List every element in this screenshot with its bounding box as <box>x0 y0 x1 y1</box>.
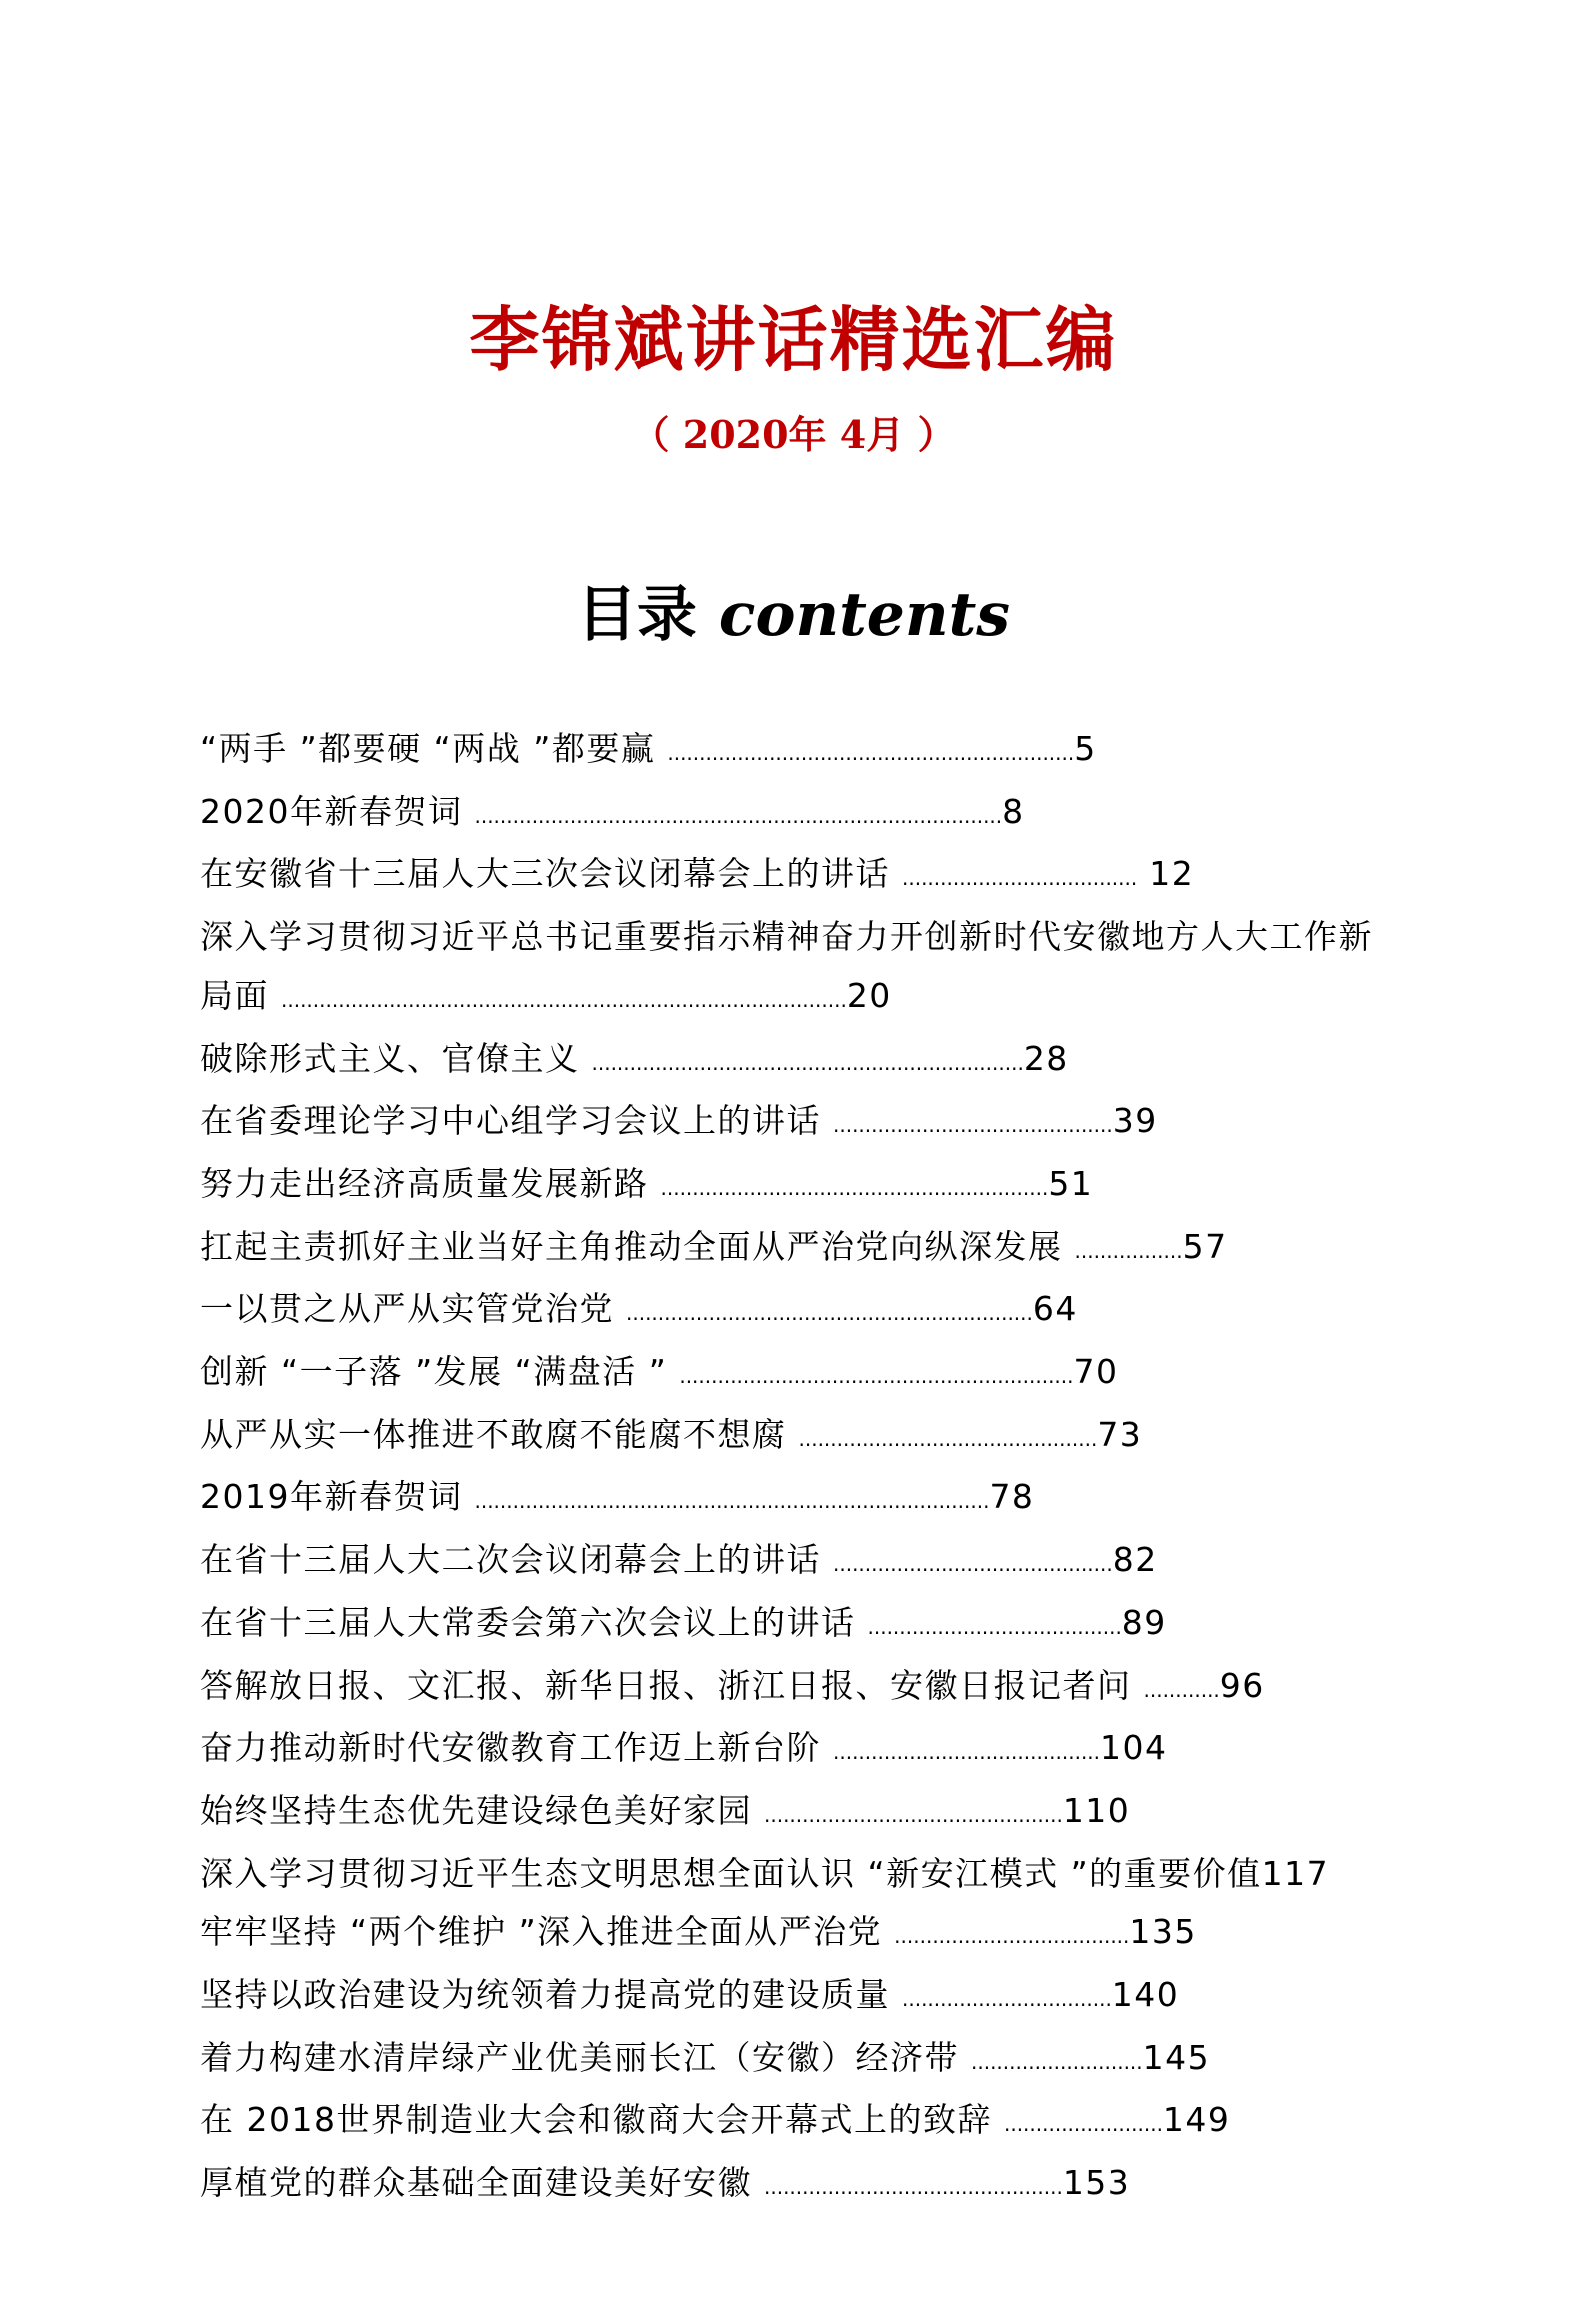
toc-entry-leader: ............................................... <box>798 1426 1098 1451</box>
toc-entry[interactable] <box>200 1531 1400 1594</box>
toc-entry-leader: ................................................................................. <box>474 1489 990 1514</box>
toc-entry-leader: ......................................................................................... <box>281 987 847 1012</box>
toc-entry-title: 破除形式主义、官僚主义 <box>200 1038 580 1078</box>
toc-entry[interactable] <box>200 1657 1400 1720</box>
toc-entry-leader: ................................................................................... <box>474 803 1003 828</box>
toc-entry[interactable] <box>200 1845 1400 1904</box>
toc-entry-page: 73 <box>1097 1414 1143 1454</box>
toc-entry-page: 28 <box>1023 1038 1069 1078</box>
toc-entry-leader: ............ <box>1143 1677 1220 1702</box>
toc-entry-leader: ................. <box>1074 1238 1183 1263</box>
document-date: （ 2020年 4月 ） <box>631 412 956 457</box>
toc-entry[interactable] <box>200 845 1400 908</box>
toc-entry[interactable] <box>200 1782 1400 1845</box>
toc-entry-page: 78 <box>989 1477 1035 1517</box>
toc-entry-leader: ................................................................ <box>626 1301 1033 1326</box>
toc-entry[interactable] <box>200 2091 1400 2154</box>
toc-entry-page: 96 <box>1219 1665 1265 1705</box>
toc-entry-title: 深入学习贯彻习近平生态文明思想全面认识 “新安江模式 ”的重要价值117 <box>200 1853 1330 1893</box>
toc-entry-title: 2020年新春贺词 <box>200 791 463 831</box>
toc-entry[interactable] <box>200 1966 1400 2029</box>
toc-entry-leader: ............................................ <box>833 1552 1113 1577</box>
toc-entry-page: 153 <box>1062 2163 1131 2203</box>
toc-entry-title: 牢牢坚持 “两个维护 ”深入推进全面从严治党 <box>200 1912 883 1952</box>
toc-entry[interactable] <box>200 1406 1400 1469</box>
toc-entry-title: 努力走出经济高质量发展新路 <box>200 1163 649 1203</box>
toc-entry-page: 51 <box>1048 1163 1094 1203</box>
toc-heading <box>0 570 1587 660</box>
toc-entry-title: 答解放日报、文汇报、新华日报、浙江日报、安徽日报记者问 <box>200 1665 1132 1705</box>
toc-entry-page: 8 <box>1002 791 1025 831</box>
toc-entry-title: 在省十三届人大二次会议闭幕会上的讲话 <box>200 1540 821 1580</box>
toc-entry-title: 一以贯之从严从实管党治党 <box>200 1289 614 1329</box>
toc-entry[interactable] <box>200 1030 1400 1093</box>
toc-entry-page: 110 <box>1062 1790 1131 1830</box>
toc-entry[interactable] <box>200 783 1400 846</box>
toc-entry-title: “两手 ”都要硬 “两战 ”都要赢 <box>200 729 656 768</box>
toc-entry[interactable] <box>200 1903 1400 1966</box>
toc-entry-title: 在省十三届人大常委会第六次会议上的讲话 <box>200 1602 856 1642</box>
toc-entry-leader: ................................................................ <box>667 741 1075 765</box>
toc-entry-page: 57 <box>1182 1226 1228 1266</box>
toc-entry-title: 在安徽省十三届人大三次会议闭幕会上的讲话 <box>200 854 890 894</box>
toc-entry-page: 12 <box>1137 854 1195 894</box>
toc-entry-page: 104 <box>1100 1728 1168 1768</box>
toc-entry-page: 64 <box>1032 1289 1078 1329</box>
toc-entry-leader: .............................................................. <box>679 1364 1074 1389</box>
toc-entry-title: 厚植党的群众基础全面建设美好安徽 <box>200 2163 752 2203</box>
toc-entry[interactable] <box>200 720 1400 783</box>
toc-entry[interactable] <box>200 1218 1400 1281</box>
toc-entry-title: 在 2018世界制造业大会和徽商大会开幕式上的致辞 <box>200 2100 992 2140</box>
toc-entry-title: 深入学习贯彻习近平总书记重要指示精神奋力开创新时代安徽地方人大工作新局面 <box>200 917 1373 1015</box>
toc-entry-leader: ............................................... <box>764 1802 1063 1827</box>
toc-entry-title: 着力构建水清岸绿产业优美丽长江（安徽）经济带 <box>200 2037 959 2077</box>
toc-heading-en: contents <box>718 580 1011 650</box>
toc-entry[interactable] <box>200 1343 1400 1406</box>
toc-entry-page: 149 <box>1162 2100 1231 2140</box>
toc-entry-page: 89 <box>1121 1602 1167 1642</box>
toc-entry-leader: .......................................... <box>833 1740 1101 1765</box>
toc-entry-page: 145 <box>1142 2037 1211 2077</box>
toc-entry-leader: ............................................ <box>833 1113 1113 1138</box>
document-title: 李锦斌讲话精选汇编 <box>469 298 1118 381</box>
toc-entry[interactable] <box>200 2154 1400 2217</box>
toc-entry[interactable] <box>200 908 1400 1029</box>
toc-list <box>200 720 1400 2217</box>
toc-entry-page: 135 <box>1129 1912 1197 1952</box>
toc-entry-title: 始终坚持生态优先建设绿色美好家园 <box>200 1790 752 1830</box>
toc-entry[interactable] <box>200 1468 1400 1531</box>
toc-entry-leader: ..................................... <box>894 1924 1130 1949</box>
toc-entry[interactable] <box>200 1092 1400 1155</box>
toc-entry[interactable] <box>200 1155 1400 1218</box>
toc-entry-title: 奋力推动新时代安徽教育工作迈上新台阶 <box>200 1728 821 1768</box>
toc-entry-page: 140 <box>1111 1975 1180 2015</box>
toc-entry[interactable] <box>200 1719 1400 1782</box>
toc-entry-title: 创新 “一子落 ”发展 “满盘活 ” <box>200 1352 668 1392</box>
toc-entry-leader: ............................................................. <box>660 1175 1049 1200</box>
toc-entry-page: 5 <box>1074 729 1097 768</box>
toc-entry[interactable] <box>200 2029 1400 2092</box>
toc-entry-page: 82 <box>1112 1540 1158 1580</box>
toc-entry-title: 在省委理论学习中心组学习会议上的讲话 <box>200 1101 821 1141</box>
toc-entry-leader: ........................................ <box>867 1614 1122 1639</box>
toc-entry-leader: ................................. <box>902 1987 1112 2012</box>
toc-heading-cn: 目录 <box>576 580 697 650</box>
toc-entry-title: 2019年新春贺词 <box>200 1477 463 1517</box>
toc-entry-leader: ............................................... <box>764 2175 1063 2200</box>
toc-entry[interactable] <box>200 1594 1400 1657</box>
toc-entry-title: 从严从实一体推进不敢腐不能腐不想腐 <box>200 1414 787 1454</box>
toc-entry-leader: .................................................................... <box>591 1050 1024 1075</box>
toc-entry-title: 扛起主责抓好主业当好主角推动全面从严治党向纵深发展 <box>200 1226 1063 1266</box>
toc-entry-page: 70 <box>1073 1352 1119 1392</box>
toc-entry-title: 坚持以政治建设为统领着力提高党的建设质量 <box>200 1975 890 2015</box>
toc-entry[interactable] <box>200 1280 1400 1343</box>
toc-entry-leader: ..................................... <box>902 866 1138 891</box>
toc-entry-page: 39 <box>1112 1101 1158 1141</box>
toc-entry-leader: ........................... <box>971 2049 1143 2074</box>
toc-entry-page: 20 <box>846 975 892 1015</box>
toc-entry-leader: ......................... <box>1003 2112 1163 2137</box>
